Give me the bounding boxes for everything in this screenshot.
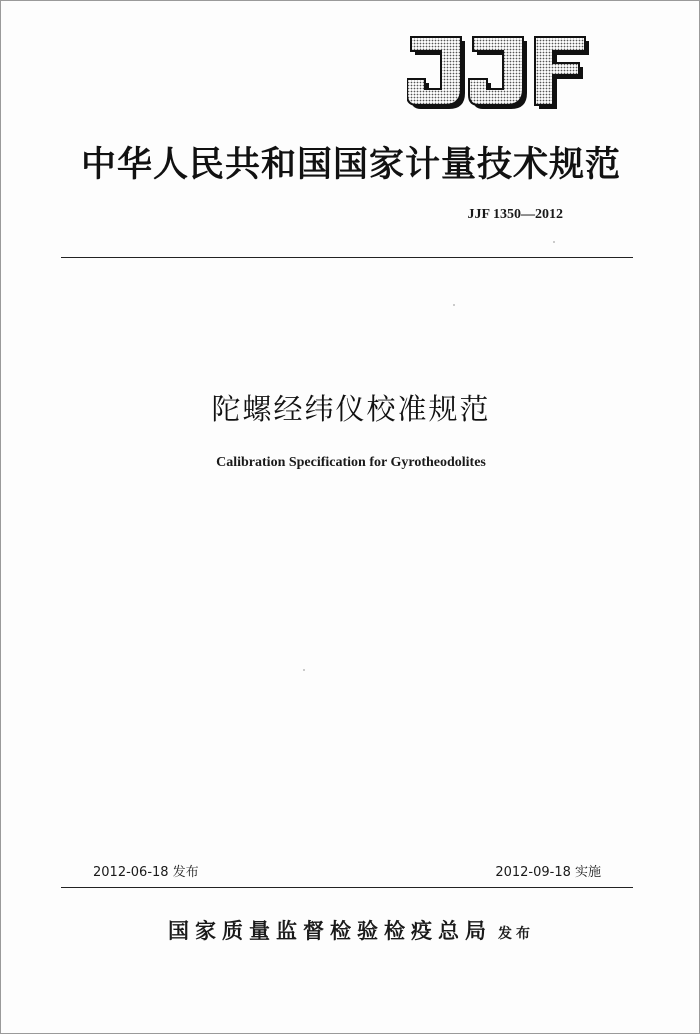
jjf-logo-graphic [407, 33, 591, 113]
publisher-verb: 发布 [498, 926, 534, 942]
spec-title-chinese: 陀螺经纬仪校准规范 [211, 392, 491, 426]
publisher [61, 915, 641, 945]
standard-category-title: 中华人民共和国国家计量技术规范 [80, 145, 621, 185]
jjf-logo [407, 33, 591, 113]
footer-divider [61, 887, 633, 888]
header-divider [61, 257, 633, 258]
scan-speck [303, 669, 305, 671]
implementation-date: 2012-09-18 实施 [495, 865, 601, 880]
document-code: JJF 1350—2012 [467, 207, 563, 222]
scan-speck [553, 241, 555, 243]
issue-date: 2012-06-18 发布 [93, 865, 199, 880]
scan-speck [453, 304, 455, 306]
publisher-organization: 国家质量监督检验检疫总局 [168, 918, 492, 943]
spec-title-english: Calibration Specification for Gyrotheodolites [216, 455, 486, 470]
